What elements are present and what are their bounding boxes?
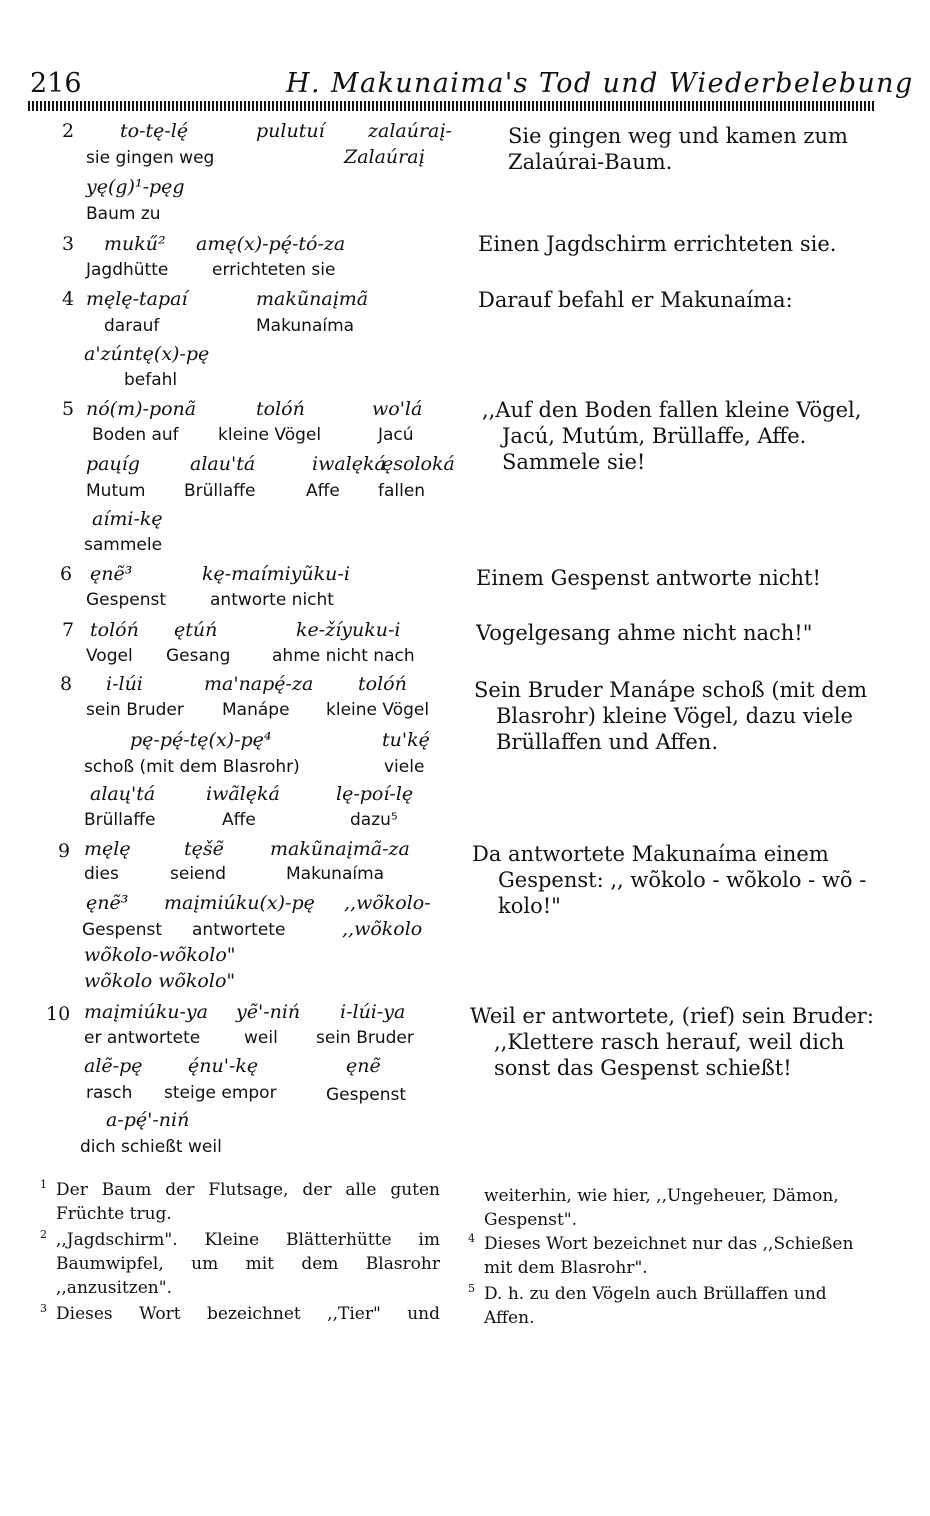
native-word: makũnaįmã: [256, 288, 369, 310]
entry-number: 5: [62, 398, 75, 420]
gloss-word: darauf: [104, 316, 160, 336]
native-word: męlę-tapaí: [86, 288, 188, 310]
gloss-word: antwortete: [192, 920, 286, 940]
native-word: ętúń: [174, 619, 218, 641]
footnote-5: D. h. zu den Vögeln auch Brüllaffen und Affen.: [484, 1284, 827, 1328]
gloss-word: Makunaíma: [286, 864, 385, 884]
translation-line: Blasrohr) kleine Vögel, dazu viele: [496, 704, 853, 728]
gloss-word: ahme nicht nach: [272, 646, 415, 666]
native-word: ke-žíyuku-i: [296, 619, 401, 641]
footnote-mark: 2: [40, 1228, 47, 1241]
native-word: alau'tá: [190, 453, 256, 475]
translation-line: Sammele sie!: [502, 450, 646, 474]
gloss-word: Jacú: [378, 425, 414, 445]
page-number: 216: [30, 68, 82, 99]
translation-line: Jacú, Mutúm, Brüllaffe, Affe.: [502, 424, 807, 448]
native-word: tęšẽ: [184, 838, 224, 860]
gloss-word: sammele: [84, 535, 163, 555]
translation-line: Sein Bruder Manápe schoß (mit dem: [474, 678, 868, 702]
gloss-word: kleine Vögel: [326, 700, 430, 720]
footnote-2: ,,Jagdschirm". Kleine Blätterhütte im Baumwipfel, um mit dem Blasrohr ,,anzusitzen".: [56, 1230, 440, 1298]
gloss-word: befahl: [124, 370, 178, 390]
native-word: ęnẽ: [346, 1055, 381, 1077]
footnote-1: Der Baum der Flutsage, der alle guten Früchte trug.: [56, 1180, 440, 1224]
native-word: wõkolo wõkolo": [84, 970, 236, 992]
gloss-word: Zalaúraį: [344, 146, 425, 168]
native-word: aími-kę: [92, 508, 163, 530]
gloss-word: dazu⁵: [350, 810, 398, 830]
native-word: wõkolo-wõkolo": [84, 944, 236, 966]
translation-line: Zalaúrai-Baum.: [508, 150, 673, 174]
entry-number: 6: [60, 563, 73, 585]
native-word: maįmiúku(x)-pę: [164, 892, 315, 914]
gloss-word: steige empor: [164, 1083, 277, 1103]
gloss-word: Affe: [222, 810, 256, 830]
gloss-word: Gespenst: [82, 920, 163, 940]
gloss-word: Gespenst: [326, 1085, 407, 1105]
gloss-word: Manápe: [222, 700, 290, 720]
native-word: męlę: [84, 838, 131, 860]
native-word: makũnaįmã-za: [270, 838, 410, 860]
native-word: ,,wõkolo-: [344, 892, 431, 914]
native-word: amę(x)-pę́-tó-za: [196, 233, 346, 255]
entry-number: 8: [60, 673, 73, 695]
gloss-word: Brüllaffe: [184, 481, 256, 501]
native-word: iwalęká: [312, 453, 386, 475]
native-word: ęnẽ³: [86, 892, 129, 914]
gloss-word: Gesang: [166, 646, 231, 666]
gloss-word: er antwortete: [84, 1028, 201, 1048]
gloss-word: dies: [84, 864, 119, 884]
native-word: mukű²: [104, 233, 166, 255]
gloss-word: fallen: [378, 481, 426, 501]
translation-line: ,,Auf den Boden fallen kleine Vögel,: [482, 398, 862, 422]
native-word: alaų'tá: [90, 783, 156, 805]
native-word: tolóń: [256, 398, 305, 420]
gloss-word: Vogel: [86, 646, 133, 666]
entry-number: 10: [46, 1003, 71, 1025]
footnote-3-continued: weiterhin, wie hier, ,,Ungeheuer, Dämon, Gespenst".: [484, 1186, 839, 1230]
native-word: tolóń: [90, 619, 139, 641]
gloss-word: Boden auf: [92, 425, 179, 445]
entry-number: 2: [62, 120, 75, 142]
entry-number: 9: [58, 840, 71, 862]
native-word: yę(g)¹-pęg: [86, 176, 185, 198]
native-word: i-lúi-ya: [340, 1001, 406, 1023]
footnote-4: Dieses Wort bezeichnet nur das ,,Schießen mit dem Blasrohr".: [484, 1234, 854, 1278]
gloss-word: Jagdhütte: [86, 260, 169, 280]
native-word: paųíg: [86, 453, 140, 475]
gloss-word: sein Bruder: [316, 1028, 414, 1048]
native-word: nó(m)-ponã: [86, 398, 197, 420]
native-word: wo'lá: [372, 398, 423, 420]
entry-number: 4: [62, 288, 75, 310]
native-word: kę-maímiyũku-i: [202, 563, 350, 585]
native-word: lę-poí-lę: [336, 783, 414, 805]
footnote-mark: 5: [468, 1282, 475, 1295]
translation-line: kolo!": [498, 894, 561, 918]
gloss-word: Affe: [306, 481, 340, 501]
native-word: pę-pę́-tę(x)-pę⁴: [130, 729, 272, 751]
gloss-word: ,,wõkolo: [342, 918, 423, 940]
gloss-word: Brüllaffe: [84, 810, 156, 830]
native-word: a-pę́'-niń: [106, 1109, 190, 1131]
native-word: ęsoloká: [382, 453, 455, 475]
gloss-word: weil: [244, 1028, 278, 1048]
gloss-word: kleine Vögel: [218, 425, 322, 445]
native-word: to-tę-lę́: [120, 120, 189, 142]
translation-line: Vogelgesang ahme nicht nach!": [476, 621, 813, 645]
native-word: zalaúraį-: [368, 120, 452, 142]
translation-line: Gespenst: ,, wõkolo - wõkolo - wõ -: [498, 868, 867, 892]
entry-number: 3: [62, 233, 75, 255]
running-title: H. Makunaima's Tod und Wiederbelebung: [286, 68, 914, 99]
translation-line: Da antwortete Makunaíma einem: [472, 842, 829, 866]
translation-line: Einen Jagdschirm errichteten sie.: [478, 232, 837, 256]
gloss-word: sie gingen weg: [86, 148, 215, 168]
translation-line: ,,Klettere rasch herauf, weil dich: [494, 1030, 845, 1054]
gloss-word: viele: [384, 757, 425, 777]
gloss-word: dich schießt weil: [80, 1137, 222, 1157]
gloss-word: sein Bruder: [86, 700, 184, 720]
native-word: pulutuí: [256, 120, 325, 142]
native-word: tolóń: [358, 673, 407, 695]
entry-number: 7: [62, 619, 75, 641]
translation-line: Brüllaffen und Affen.: [496, 730, 719, 754]
translation-line: Weil er antwortete, (rief) sein Bruder:: [470, 1004, 874, 1028]
translation-line: Darauf befahl er Makunaíma:: [478, 288, 793, 312]
native-word: i-lúi: [106, 673, 143, 695]
gloss-word: Gespenst: [86, 590, 167, 610]
native-word: alẽ-pę: [84, 1055, 143, 1077]
native-word: tu'kę́: [382, 729, 430, 751]
footnote-mark: 4: [468, 1232, 475, 1245]
gloss-word: Baum zu: [86, 204, 161, 224]
native-word: ę́nu'-kę: [188, 1055, 259, 1077]
gloss-word: rasch: [86, 1083, 133, 1103]
native-word: ęnẽ³: [90, 563, 133, 585]
native-word: maįmiúku-ya: [84, 1001, 208, 1023]
footnote-3: Dieses Wort bezeichnet ,,Tier" und: [56, 1304, 440, 1324]
native-word: yẽ'-niń: [236, 1001, 301, 1023]
gloss-word: schoß (mit dem Blasrohr): [84, 757, 300, 777]
footnote-mark: 1: [40, 1178, 47, 1191]
native-word: iwãlęká: [206, 783, 280, 805]
translation-line: sonst das Gespenst schießt!: [494, 1056, 792, 1080]
gloss-word: Makunaíma: [256, 316, 355, 336]
header-rule: [28, 101, 876, 111]
gloss-word: errichteten sie: [212, 260, 336, 280]
translation-line: Sie gingen weg und kamen zum: [508, 124, 848, 148]
native-word: a'zúntę(x)-pę: [84, 343, 210, 365]
native-word: ma'napę́-za: [204, 673, 314, 695]
footnote-mark: 3: [40, 1302, 47, 1315]
gloss-word: Mutum: [86, 481, 146, 501]
gloss-word: antworte nicht: [210, 590, 334, 610]
gloss-word: seiend: [170, 864, 227, 884]
translation-line: Einem Gespenst antworte nicht!: [476, 566, 821, 590]
